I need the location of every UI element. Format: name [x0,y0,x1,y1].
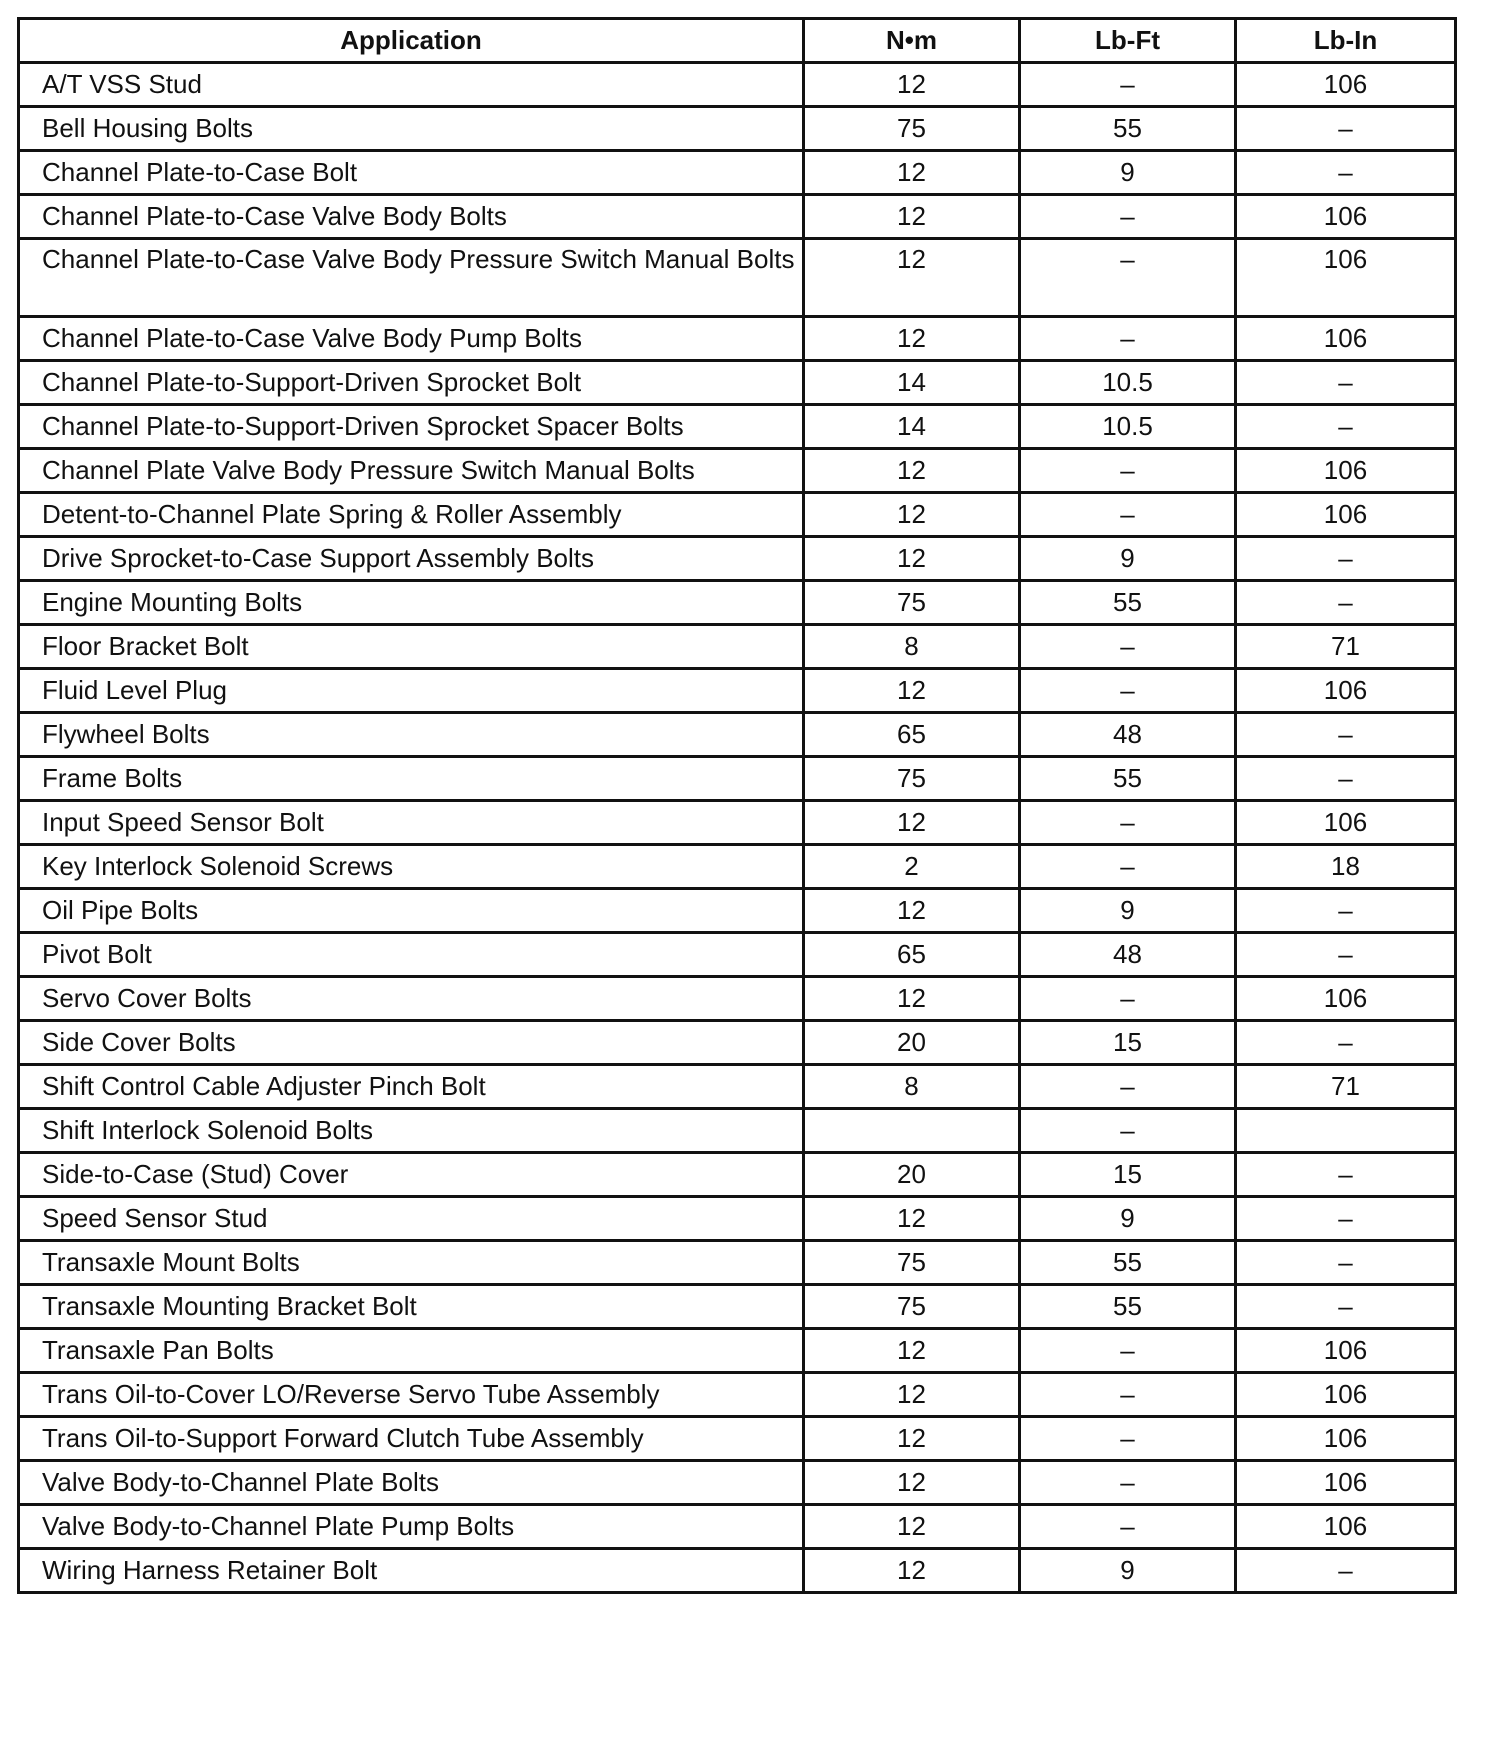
cell-nm: 65 [804,933,1020,977]
table-row [19,107,1456,151]
cell-application: Frame Bolts [19,757,804,801]
cell-lbft: 10.5 [1020,405,1236,449]
cell-lbin: – [1236,107,1456,151]
cell-application: Channel Plate-to-Support-Driven Sprocket Spacer Bolts [19,405,804,449]
table-row [19,977,1456,1021]
cell-nm: 12 [804,669,1020,713]
cell-lbft: – [1020,493,1236,537]
cell-lbin: – [1236,933,1456,977]
cell-lbin: – [1236,713,1456,757]
header-lbin: Lb-In [1236,19,1456,63]
cell-nm: 12 [804,151,1020,195]
cell-application: Pivot Bolt [19,933,804,977]
table-row [19,405,1456,449]
cell-lbft: – [1020,317,1236,361]
cell-lbft: 9 [1020,1197,1236,1241]
cell-lbft: 15 [1020,1153,1236,1197]
cell-lbin: – [1236,1153,1456,1197]
table-row [19,625,1456,669]
cell-lbft: – [1020,1417,1236,1461]
cell-lbin: – [1236,361,1456,405]
cell-application: Floor Bracket Bolt [19,625,804,669]
cell-lbft: 55 [1020,757,1236,801]
cell-lbin: – [1236,1549,1456,1593]
cell-nm: 12 [804,1549,1020,1593]
table-row [19,713,1456,757]
table-row [19,1373,1456,1417]
cell-lbin: – [1236,405,1456,449]
cell-lbin: – [1236,581,1456,625]
cell-lbft: 9 [1020,537,1236,581]
cell-nm: 75 [804,107,1020,151]
cell-nm: 75 [804,757,1020,801]
cell-lbin: – [1236,151,1456,195]
cell-lbft: 55 [1020,1285,1236,1329]
header-lbft: Lb-Ft [1020,19,1236,63]
cell-lbin: 106 [1236,1461,1456,1505]
cell-lbft: – [1020,625,1236,669]
cell-nm: 8 [804,1065,1020,1109]
cell-nm: 12 [804,195,1020,239]
cell-application: Fluid Level Plug [19,669,804,713]
table-row [19,889,1456,933]
table-row [19,845,1456,889]
cell-nm: 75 [804,1285,1020,1329]
cell-nm [804,1109,1020,1153]
cell-application: Key Interlock Solenoid Screws [19,845,804,889]
cell-lbft: 55 [1020,581,1236,625]
cell-nm: 75 [804,1241,1020,1285]
table-row [19,317,1456,361]
cell-nm: 14 [804,405,1020,449]
cell-application: A/T VSS Stud [19,63,804,107]
cell-lbin: 106 [1236,801,1456,845]
cell-lbin: 18 [1236,845,1456,889]
cell-lbin: 106 [1236,493,1456,537]
cell-lbin: – [1236,889,1456,933]
table-body [19,63,1456,1593]
header-row [19,19,1456,63]
table-row [19,239,1456,317]
cell-application: Oil Pipe Bolts [19,889,804,933]
cell-lbin: 106 [1236,1329,1456,1373]
cell-lbin: 106 [1236,195,1456,239]
cell-nm: 12 [804,1417,1020,1461]
cell-lbft: 9 [1020,889,1236,933]
cell-lbin: – [1236,1021,1456,1065]
cell-application: Channel Plate-to-Case Valve Body Pump Bolts [19,317,804,361]
table-row [19,801,1456,845]
cell-lbin: – [1236,537,1456,581]
table-row [19,1417,1456,1461]
table-row [19,449,1456,493]
cell-lbft: 15 [1020,1021,1236,1065]
cell-application: Wiring Harness Retainer Bolt [19,1549,804,1593]
cell-nm: 20 [804,1153,1020,1197]
cell-nm: 12 [804,63,1020,107]
cell-lbin: 106 [1236,63,1456,107]
cell-lbin: 106 [1236,977,1456,1021]
cell-lbft: – [1020,239,1236,317]
cell-application: Side Cover Bolts [19,1021,804,1065]
cell-lbft: 55 [1020,107,1236,151]
table-row [19,1109,1456,1153]
table-row [19,195,1456,239]
cell-lbin: 106 [1236,449,1456,493]
cell-lbin: – [1236,757,1456,801]
cell-application: Bell Housing Bolts [19,107,804,151]
cell-nm: 12 [804,1505,1020,1549]
cell-nm: 12 [804,449,1020,493]
table-row [19,933,1456,977]
cell-nm: 12 [804,493,1020,537]
cell-lbft: – [1020,1065,1236,1109]
cell-application: Channel Plate-to-Case Valve Body Bolts [19,195,804,239]
table-row [19,1197,1456,1241]
cell-nm: 65 [804,713,1020,757]
cell-lbin: – [1236,1285,1456,1329]
table-row [19,757,1456,801]
table-row [19,1153,1456,1197]
cell-application: Speed Sensor Stud [19,1197,804,1241]
table-row [19,1505,1456,1549]
cell-application: Servo Cover Bolts [19,977,804,1021]
cell-lbft: – [1020,669,1236,713]
cell-lbft: – [1020,63,1236,107]
cell-application: Flywheel Bolts [19,713,804,757]
cell-lbft: 48 [1020,713,1236,757]
cell-lbin: 106 [1236,669,1456,713]
cell-application: Shift Interlock Solenoid Bolts [19,1109,804,1153]
cell-lbin: 106 [1236,1373,1456,1417]
cell-lbft: – [1020,1373,1236,1417]
table-row [19,537,1456,581]
cell-application: Valve Body-to-Channel Plate Bolts [19,1461,804,1505]
table-row [19,669,1456,713]
cell-nm: 12 [804,801,1020,845]
table-row [19,1461,1456,1505]
cell-nm: 75 [804,581,1020,625]
cell-lbin: 106 [1236,317,1456,361]
cell-application: Input Speed Sensor Bolt [19,801,804,845]
cell-application: Channel Plate-to-Case Valve Body Pressure Switch Manual Bolts [19,239,804,317]
cell-lbft: – [1020,195,1236,239]
cell-application: Channel Plate-to-Support-Driven Sprocket Bolt [19,361,804,405]
cell-application: Side-to-Case (Stud) Cover [19,1153,804,1197]
cell-nm: 12 [804,1197,1020,1241]
cell-nm: 12 [804,1329,1020,1373]
cell-application: Trans Oil-to-Support Forward Clutch Tube Assembly [19,1417,804,1461]
cell-nm: 12 [804,1373,1020,1417]
cell-application: Valve Body-to-Channel Plate Pump Bolts [19,1505,804,1549]
table-row [19,63,1456,107]
torque-specifications-table [17,17,1457,1594]
table-row [19,361,1456,405]
table-row [19,151,1456,195]
cell-lbft: – [1020,449,1236,493]
cell-nm: 14 [804,361,1020,405]
table-row [19,581,1456,625]
cell-nm: 12 [804,889,1020,933]
cell-lbft: 55 [1020,1241,1236,1285]
cell-nm: 2 [804,845,1020,889]
cell-nm: 12 [804,1461,1020,1505]
cell-lbft: – [1020,1461,1236,1505]
cell-application: Trans Oil-to-Cover LO/Reverse Servo Tube Assembly [19,1373,804,1417]
cell-application: Transaxle Pan Bolts [19,1329,804,1373]
cell-nm: 20 [804,1021,1020,1065]
cell-lbin: – [1236,1197,1456,1241]
cell-lbft: – [1020,1505,1236,1549]
header-application: Application [19,19,804,63]
table-row [19,1021,1456,1065]
table-row [19,1285,1456,1329]
cell-lbft: – [1020,845,1236,889]
cell-lbft: 9 [1020,151,1236,195]
cell-nm: 12 [804,239,1020,317]
cell-lbft: 9 [1020,1549,1236,1593]
cell-nm: 8 [804,625,1020,669]
cell-nm: 12 [804,317,1020,361]
cell-application: Shift Control Cable Adjuster Pinch Bolt [19,1065,804,1109]
cell-application: Transaxle Mount Bolts [19,1241,804,1285]
table-row [19,1241,1456,1285]
table-row [19,493,1456,537]
cell-application: Transaxle Mounting Bracket Bolt [19,1285,804,1329]
cell-nm: 12 [804,977,1020,1021]
cell-lbft: 48 [1020,933,1236,977]
cell-lbin: 71 [1236,625,1456,669]
cell-lbin: 71 [1236,1065,1456,1109]
cell-application: Channel Plate Valve Body Pressure Switch Manual Bolts [19,449,804,493]
table-row [19,1329,1456,1373]
cell-nm: 12 [804,537,1020,581]
cell-lbin: 106 [1236,239,1456,317]
table-row [19,1065,1456,1109]
cell-lbin: – [1236,1241,1456,1285]
cell-lbft: – [1020,977,1236,1021]
cell-lbft: 10.5 [1020,361,1236,405]
cell-lbft: – [1020,801,1236,845]
cell-application: Engine Mounting Bolts [19,581,804,625]
table-row [19,1549,1456,1593]
cell-lbin [1236,1109,1456,1153]
cell-lbin: 106 [1236,1417,1456,1461]
cell-lbft: – [1020,1109,1236,1153]
cell-lbin: 106 [1236,1505,1456,1549]
cell-lbft: – [1020,1329,1236,1373]
cell-application: Drive Sprocket-to-Case Support Assembly Bolts [19,537,804,581]
cell-application: Channel Plate-to-Case Bolt [19,151,804,195]
header-nm: N•m [804,19,1020,63]
cell-application: Detent-to-Channel Plate Spring & Roller Assembly [19,493,804,537]
